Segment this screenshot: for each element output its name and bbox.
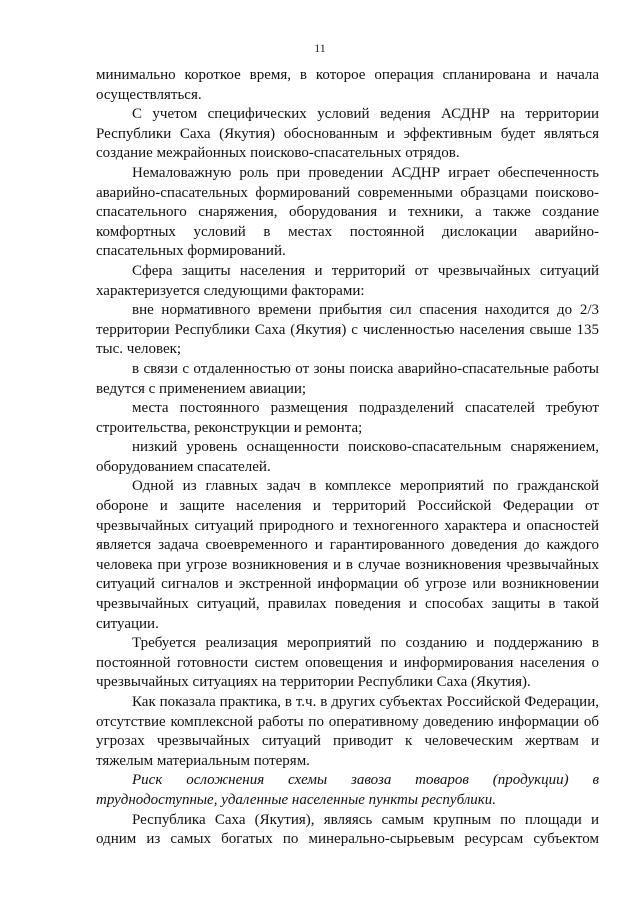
paragraph: Республика Саха (Якутия), являясь самым крупным по площади и одним из самых богатых по минерально-сырьевым ресурсам субъектом: [96, 811, 599, 848]
paragraph: вне нормативного времени прибытия сил спасения находится до 2/3 территории Республики Саха (Якутия) с численностью населения свыше 135 тыс. человек;: [96, 302, 599, 358]
paragraph: Одной из главных задач в комплексе мероприятий по гражданской обороне и защите населения и территорий Российской Федерации от чрезвычайных ситуаций природного и техногенного характера и опасностей является задача своевременного и гарантированного доведения до каждого человека при угрозе возникновения и в случае возникновения чрезвычайных ситуаций сигналов и экстренной информации об угрозе или возникновении чрезвычайных ситуаций, правилах поведения и способах защиты в такой ситуации.: [96, 478, 599, 632]
paragraph: низкий уровень оснащенности поисково-спасательным снаряжением, оборудованием спасателей.: [96, 439, 599, 475]
paragraph: в связи с отдаленностью от зоны поиска аварийно-спасательные работы ведутся с применением авиации;: [96, 360, 599, 397]
body-text: [96, 66, 599, 850]
paragraph: Требуется реализация мероприятий по созданию и поддержанию в постоянной готовности систем оповещения и информирования населения о чрезвычайных ситуациях на территории Республики Саха (Якутия).: [96, 635, 599, 691]
page-number: 11: [314, 41, 326, 55]
paragraph: С учетом специфических условий ведения АСДНР на территории Республики Саха (Якутия) обоснованным и эффективным будет являться создание межрайонных поисково-спасательных отрядов.: [96, 106, 599, 162]
paragraph: Немаловажную роль при проведении АСДНР играет обеспеченность аварийно-спасательных формирований современными образцами поисково-спасательного снаряжения, оборудования и техники, а также создание комфортных условий в местах постоянной дислокации аварийно-спасательных формирований.: [96, 164, 599, 260]
paragraph: Риск осложнения схемы завоза товаров (продукции) в труднодоступные, удаленные населенные пункты республики.: [96, 772, 599, 808]
paragraph: места постоянного размещения подразделений спасателей требуют строительства, реконструкции и ремонта;: [96, 400, 599, 436]
paragraph: Сфера защиты населения и территорий от чрезвычайных ситуаций характеризуется следующими факторами:: [96, 262, 599, 299]
paragraph: минимально короткое время, в которое операция спланирована и начала осуществляться.: [96, 67, 599, 103]
paragraph: Как показала практика, в т.ч. в других субъектах Российской Федерации, отсутствие комплексной работы по оперативному доведению информации об угрозах чрезвычайных ситуаций приводит к человеческим жертвам и тяжелым материальным потерям.: [96, 694, 599, 769]
